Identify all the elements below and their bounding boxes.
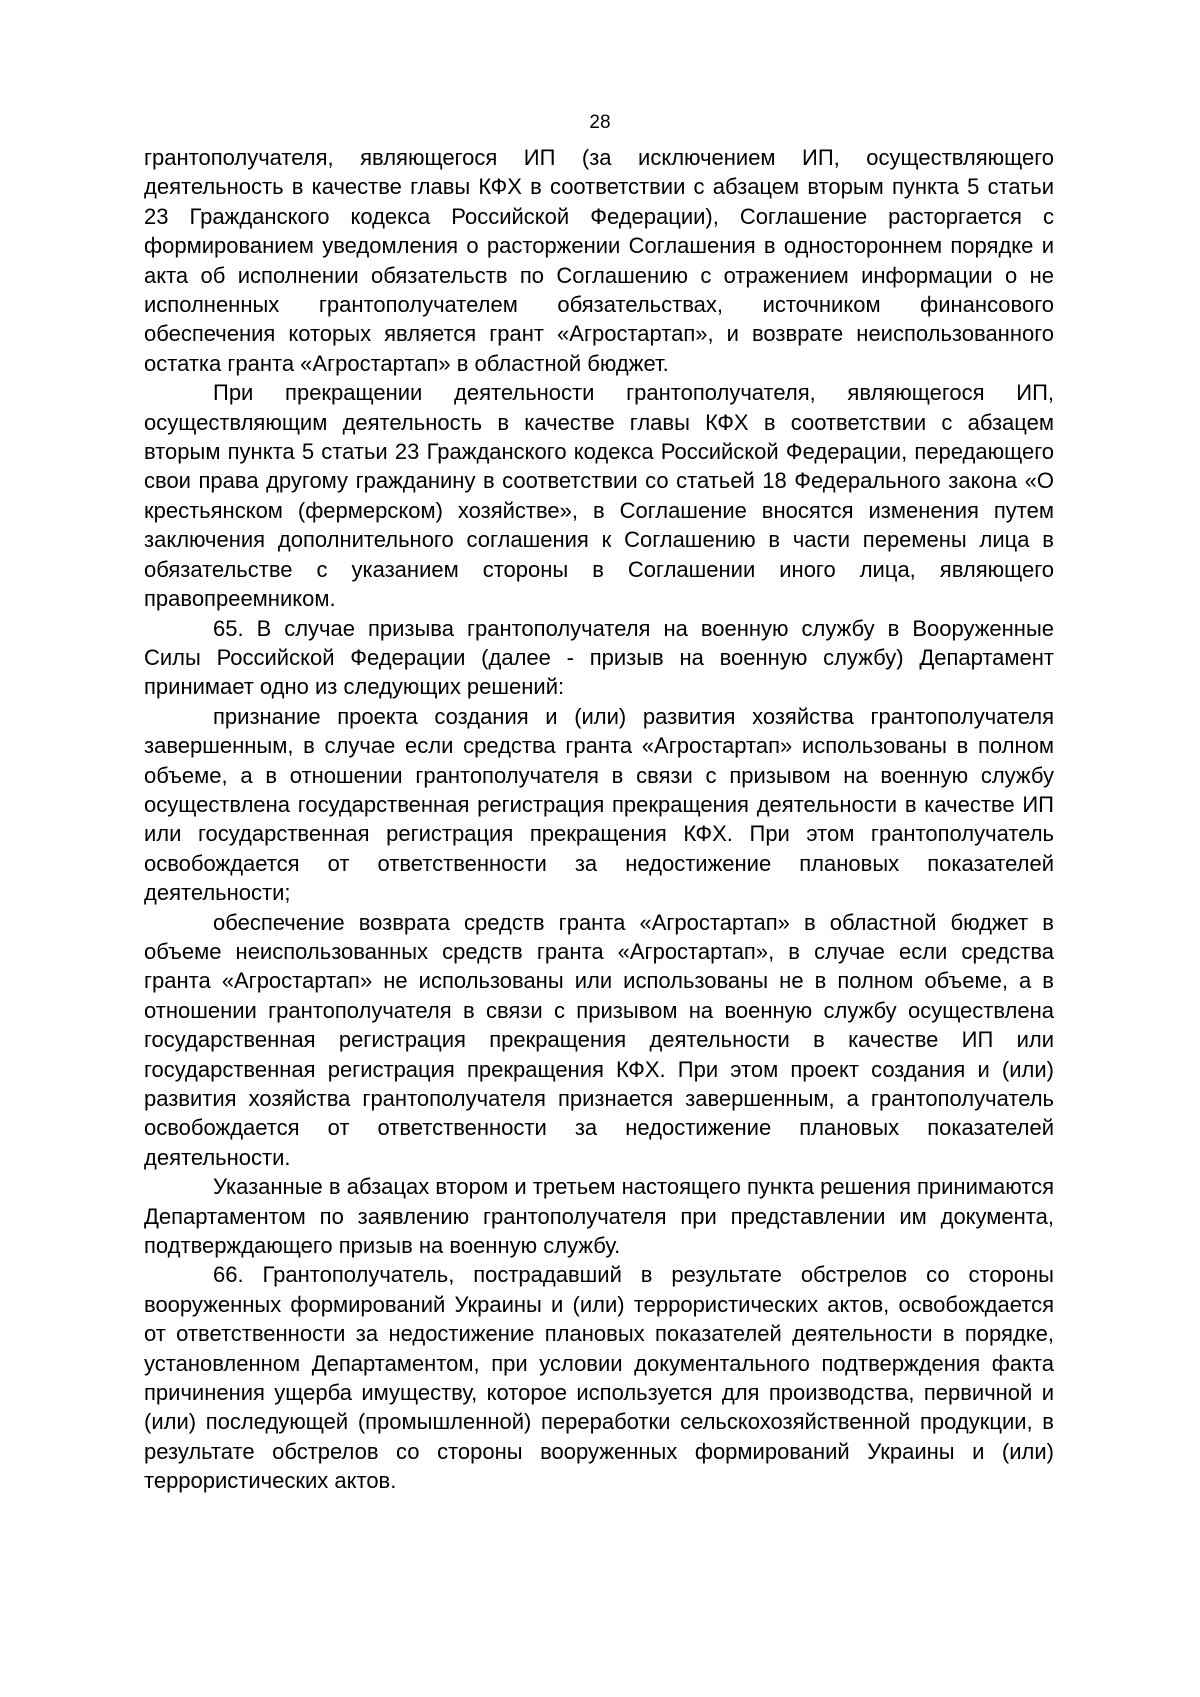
paragraph-decisions-application: Указанные в абзацах втором и третьем настоящего пункта решения принимаются Департаментом по заявлению грантополучателя при представлении им документа, подтверждающего призыв на военную службу.: [144, 1174, 1054, 1259]
paragraph-decision-completion: признание проекта создания и (или) развития хозяйства грантополучателя завершенным, в случае если средства гранта «Агростартап» использованы в полном объеме, а в отношении грантополучателя в связи с призывом на военную службу осуществлена государственная регистрация прекращения деятельности в качестве ИП или государственная регистрация прекращения КФХ. При этом грантополучатель освобождается от ответственности за недостижение плановых показателей деятельности;: [144, 703, 1054, 906]
paragraph-item-65: 65. В случае призыва грантополучателя на военную службу в Вооруженные Силы Российской Федерации (далее - призыв на военную службу) Департамент принимает одно из следующих решений:: [144, 615, 1054, 700]
paragraph-continuation: грантополучателя, являющегося ИП (за исключением ИП, осуществляющего деятельность в качестве главы КФХ в соответствии с абзацем вторым пункта 5 статьи 23 Гражданского кодекса Российской Федерации), Соглашение расторгается с формированием уведомления о расторжении Соглашения в одностороннем порядке и акта об исполнении обязательств по Соглашению с отражением информации о не исполненных грантополучателем обязательствах, источником финансового обеспечения которых является грант «Агростартап», и возврате неиспользованного остатка гранта «Агростартап» в областной бюджет.: [144, 145, 1054, 376]
paragraph-item-66: 66. Грантополучатель, пострадавший в результате обстрелов со стороны вооруженных формирований Украины и (или) террористических актов, освобождается от ответственности за недостижение плановых показателей деятельности в порядке, установленном Департаментом, при условии документального подтверждения факта причинения ущерба имуществу, которое используется для производства, первичной и (или) последующей (промышленной) переработки сельскохозяйственной продукции, в результате обстрелов со стороны вооруженных формирований Украины и (или) террористических актов.: [144, 1262, 1054, 1494]
paragraph-decision-refund: обеспечение возврата средств гранта «Агростартап» в областной бюджет в объеме неиспользованных средств гранта «Агростартап», в случае если средства гранта «Агростартап» не использованы или использованы не в полном объеме, а в отношении грантополучателя в связи с призывом на военную службу осуществлена государственная регистрация прекращения деятельности в качестве ИП или государственная регистрация прекращения КФХ. При этом проект создания и (или) развития хозяйства грантополучателя признается завершенным, а грантополучатель освобождается от ответственности за недостижение плановых показателей деятельности.: [144, 909, 1054, 1170]
paragraph-ip-termination: При прекращении деятельности грантополучателя, являющегося ИП, осуществляющим деятельность в качестве главы КФХ в соответствии с абзацем вторым пункта 5 статьи 23 Гражданского кодекса Российской Федерации, передающего свои права другому гражданину в соответствии со статьей 18 Федерального закона «О крестьянском (фермерском) хозяйстве», в Соглашение вносятся изменения путем заключения дополнительного соглашения к Соглашению в части перемены лица в обязательстве с указанием стороны в Соглашении иного лица, являющего правопреемником.: [144, 380, 1054, 612]
page-number: 28: [589, 112, 611, 133]
document-body: [144, 143, 1054, 1496]
